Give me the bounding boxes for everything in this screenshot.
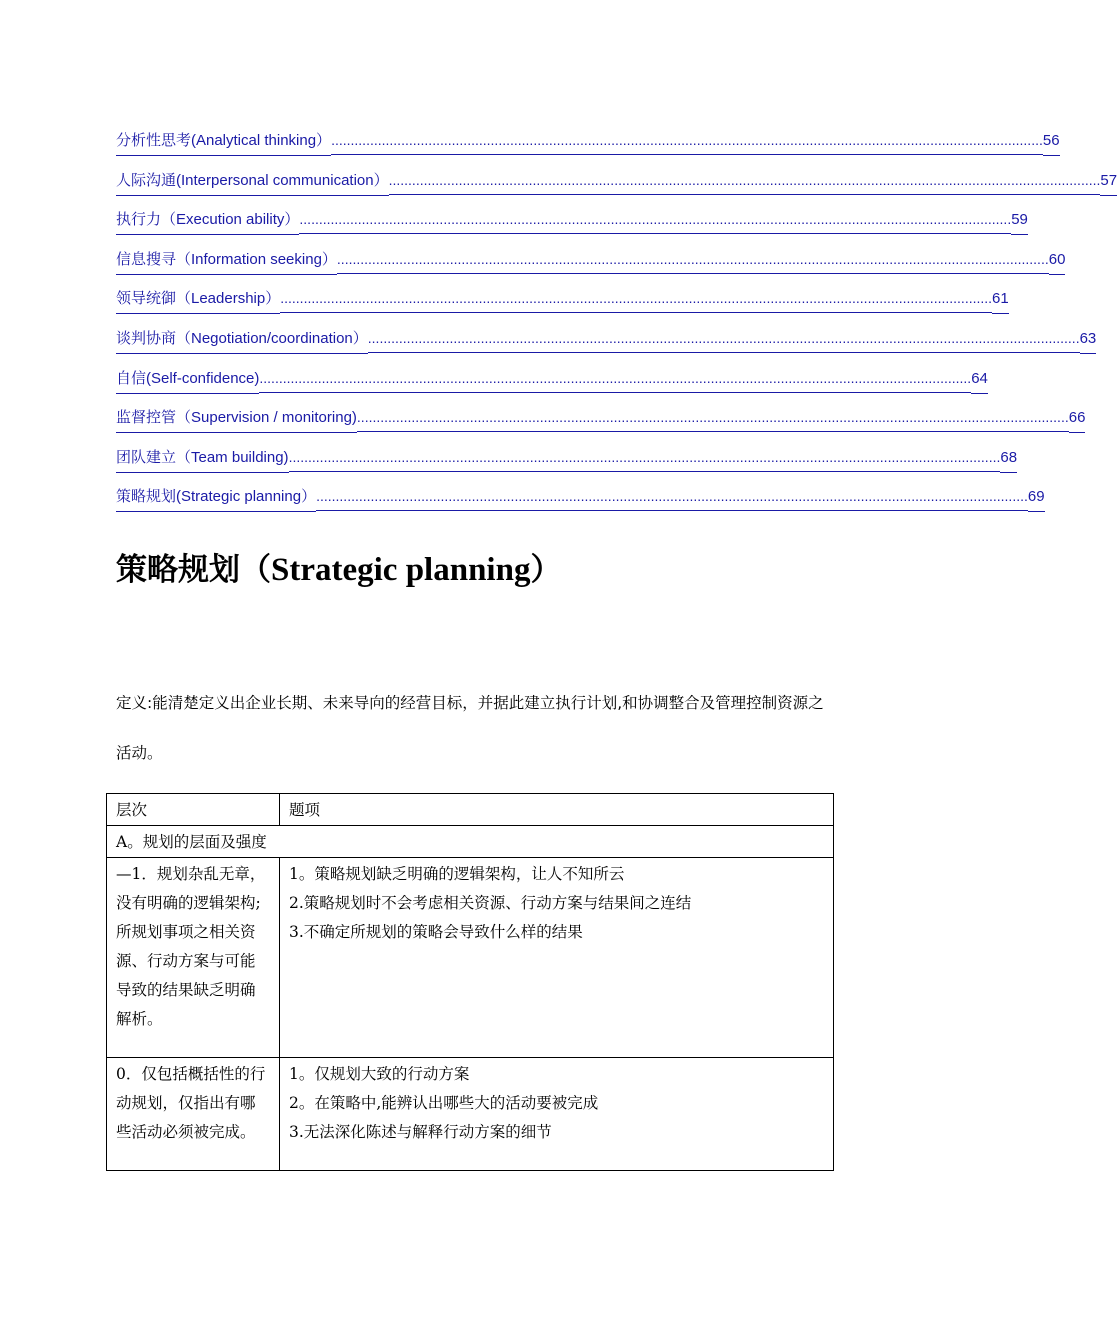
toc-entry-page: 64 [971,365,988,394]
toc-leader-dots: ....................................................................................................................................................................................... [289,443,1001,472]
toc-leader-dots: ....................................................................................................................................................................................... [368,324,1080,353]
toc-entry-strategic-planning[interactable] [116,482,1045,522]
toc-entry-analytical-thinking[interactable] [116,126,1060,166]
heading-en: Strategic planning [271,552,531,588]
toc-entry-label: 谈判协商（Negotiation/coordination） [116,325,368,354]
toc-entry-page: 57 [1100,167,1117,196]
toc-entry-page: 59 [1011,206,1028,235]
toc-entry-label: 执行力（Execution ability） [116,206,299,235]
toc-entry-information-seeking[interactable] [116,245,1066,285]
item-line: 1。仅规划大致的行动方案 [289,1065,470,1083]
level-items [280,1058,834,1171]
item-line: 2.策略规划时不会考虑相关资源、行动方案与结果间之连结 [289,894,692,912]
heading-cn: 策略规划（ [116,552,271,588]
toc-entry-page: 63 [1080,325,1097,354]
level-description: 0．仅包括概括性的行动规划，仅指出有哪些活动必须被完成。 [107,1058,280,1171]
toc-leader-dots: ....................................................................................................................................................................................... [259,364,971,393]
toc-entry-label: 人际沟通(Interpersonal communication） [116,167,389,196]
table-header-row [107,794,834,826]
toc-entry-page: 66 [1069,404,1086,433]
toc-entry-negotiation[interactable] [116,324,1097,364]
toc-leader-dots: ....................................................................................................................................................................................... [389,166,1101,195]
toc-entry-label: 监督控管（Supervision / monitoring) [116,404,357,433]
toc-entry-page: 60 [1049,246,1066,275]
toc-leader-dots: ....................................................................................................................................................................................... [331,126,1043,155]
toc-entry-leadership[interactable] [116,284,1009,324]
toc-entry-label: 信息搜寻（Information seeking） [116,246,337,275]
toc-entry-label: 自信(Self-confidence) [116,365,259,394]
header-items: 题项 [280,794,834,826]
heading-close: ） [530,552,562,588]
table-of-contents [116,126,1117,522]
toc-entry-page: 61 [992,285,1009,314]
toc-entry-label: 策略规划(Strategic planning） [116,483,316,512]
levels-table [106,793,834,1171]
item-line: 2。在策略中,能辨认出哪些大的活动要被完成 [289,1094,599,1112]
level-items [280,858,834,1058]
toc-entry-interpersonal-communication[interactable] [116,166,1117,206]
toc-leader-dots: ....................................................................................................................................................................................... [280,284,992,313]
toc-entry-label: 分析性思考(Analytical thinking） [116,127,331,156]
table-row [107,1058,834,1171]
toc-entry-page: 56 [1043,127,1060,156]
definition-paragraph: 定义:能清楚定义出企业长期、未来导向的经营目标，并据此建立执行计划,和协调整合及管理控制资源之活动。 [116,694,824,762]
item-line: 1。策略规划缺乏明确的逻辑架构，让人不知所云 [289,865,625,883]
section-heading [116,544,561,589]
toc-entry-label: 团队建立（Team building) [116,444,289,473]
toc-entry-page: 69 [1028,483,1045,512]
toc-entry-label: 领导统御（Leadership） [116,285,280,314]
item-line: 3.无法深化陈述与解释行动方案的细节 [289,1123,552,1141]
toc-entry-self-confidence[interactable] [116,364,988,404]
toc-leader-dots: ....................................................................................................................................................................................... [299,205,1011,234]
toc-entry-team-building[interactable] [116,443,1018,483]
section-a-label: A。规划的层面及强度 [107,826,834,858]
item-line: 3.不确定所规划的策略会导致什么样的结果 [289,923,583,941]
level-description: —1．规划杂乱无章，没有明确的逻辑架构;所规划事项之相关资源、行动方案与可能导致的结果缺乏明确解析。 [107,858,280,1058]
toc-entry-supervision[interactable] [116,403,1086,443]
table-row [107,858,834,1058]
toc-entry-page: 68 [1000,444,1017,473]
header-level: 层次 [107,794,280,826]
toc-leader-dots: ....................................................................................................................................................................................... [357,403,1069,432]
toc-entry-execution-ability[interactable] [116,205,1028,245]
toc-leader-dots: ....................................................................................................................................................................................... [337,245,1049,274]
toc-leader-dots: ....................................................................................................................................................................................... [316,482,1028,511]
table-section-row [107,826,834,858]
